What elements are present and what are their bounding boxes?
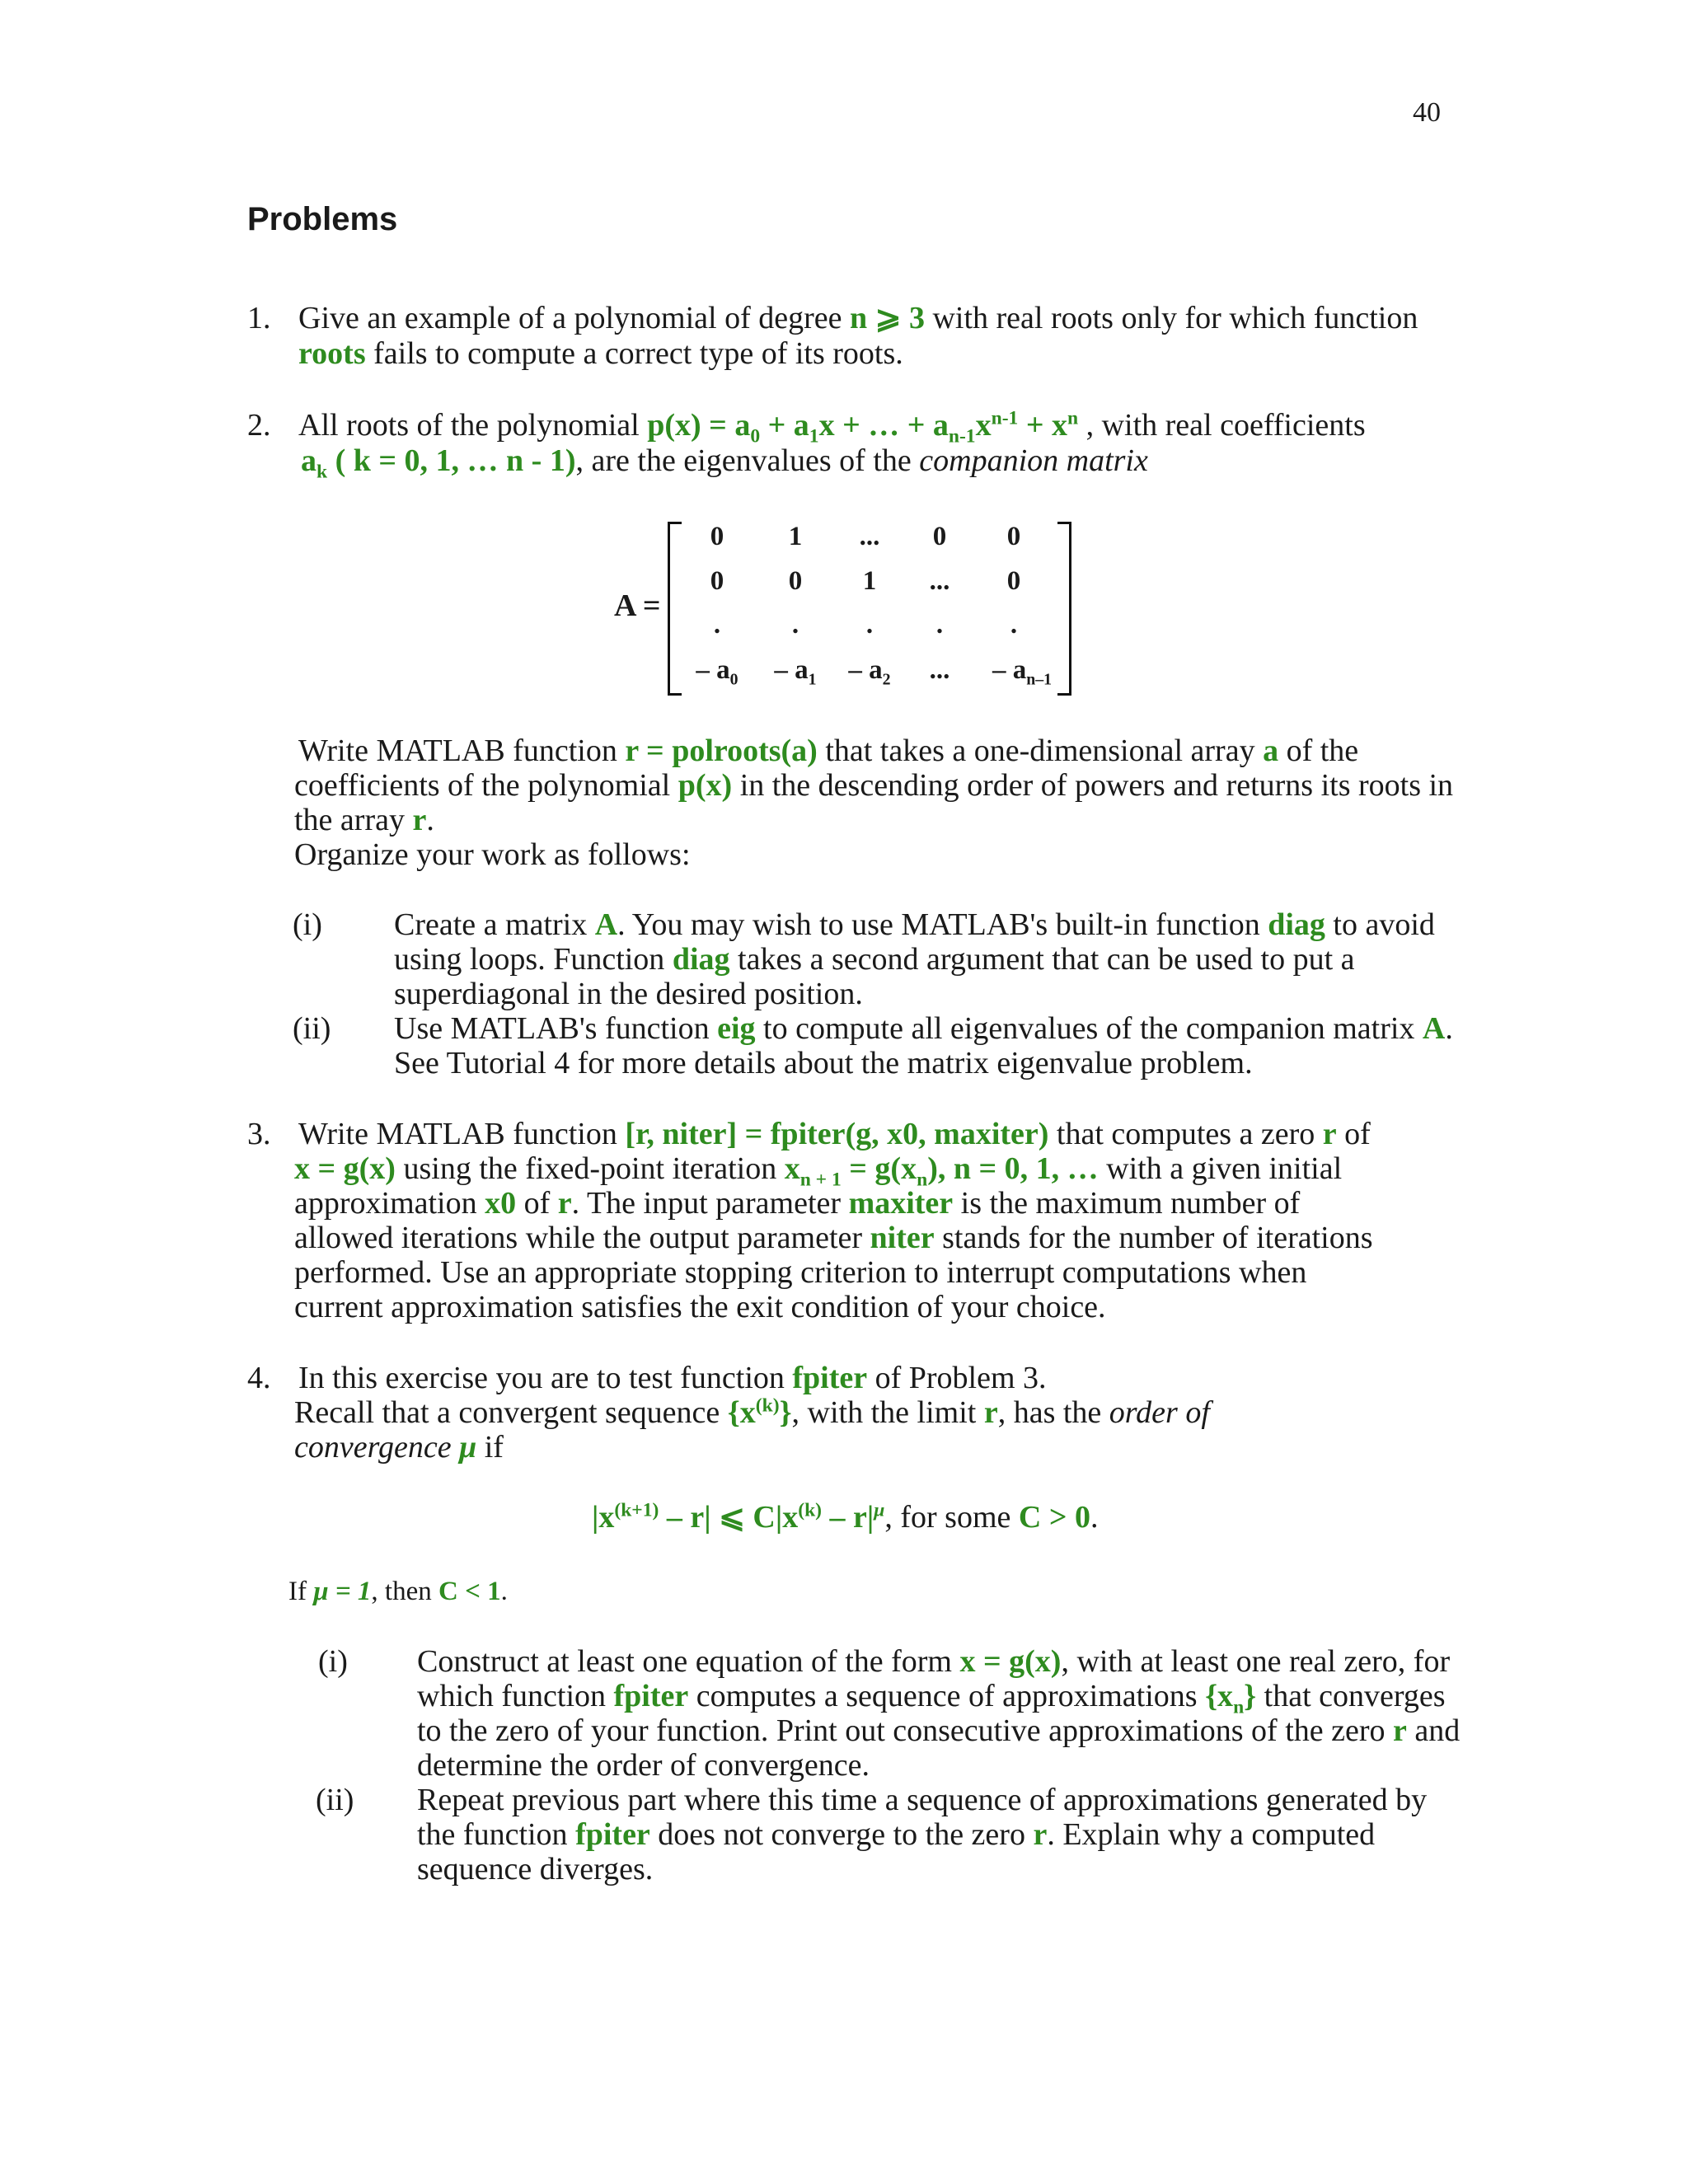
matrix-cell: 1 [862, 566, 877, 596]
problem-4-item-ii-line-3: sequence diverges. [417, 1852, 654, 1886]
problem-4-item-ii-line-1: Repeat previous part where this time a sequence of approximations generated by [417, 1783, 1428, 1817]
problem-2-item-ii-line-2: See Tutorial 4 for more details about the matrix eigenvalue problem. [394, 1046, 1253, 1080]
problem-2-line-1: All roots of the polynomial $p(x) = a_0 + a_1x$ + … + $a_{n-1}x^{n-1} + x^n$ , with real coefficients [298, 407, 1366, 448]
matrix-cell: ... [859, 522, 880, 551]
problem-2-item-i-line-1: Create a matrix A. You may wish to use MATLAB's built-in function diag to avoid [394, 907, 1435, 942]
problem-2-write-line-2: coefficients of the polynomial p(x) in the descending order of powers and returns its roots in [294, 768, 1454, 803]
matrix-cell: 0 [1006, 566, 1021, 596]
matrix-cell: . [713, 610, 721, 640]
problem-4-item-i-line-3: to the zero of your function. Print out consecutive approximations of the zero r and [417, 1713, 1461, 1748]
problem-3-line-2: x = g(x) using the fixed-point iteration $x_{n + 1} = g(x_n)$, n = 0, 1, … with a given initial [294, 1151, 1343, 1191]
problem-2-write-line-1: Write MATLAB function r = polroots(a) that takes a one-dimensional array a of the [298, 733, 1359, 768]
problem-3-line-6: current approximation satisfies the exit condition of your choice. [294, 1290, 1106, 1324]
matrix-cell: 0 [788, 566, 803, 596]
problem-3-number: 3. [247, 1117, 271, 1151]
problem-3-line-4: allowed iterations while the output parameter niter stands for the number of iterations [294, 1221, 1373, 1255]
convergence-equation: $|x^{(k+1)} - r|$ ⩽ $C|x^{(k)} - r|^\mu$, for some C > 0. [592, 1499, 1099, 1535]
matrix-cell: – $a_0$ [696, 655, 738, 689]
matrix-cell: 0 [932, 522, 947, 551]
matrix-cell: – $a_2$ [848, 655, 891, 689]
problem-4-if-line: If μ = 1, then C < 1. [288, 1577, 508, 1606]
problem-1-line-1: Give an example of a polynomial of degree n ⩾ 3 with real roots only for which function [298, 301, 1418, 335]
matrix-cell: 0 [710, 522, 724, 551]
problem-2-item-i-label: (i) [293, 907, 322, 942]
problem-3-line-5: performed. Use an appropriate stopping criterion to interrupt computations when [294, 1255, 1307, 1290]
problem-2-item-i-line-2: using loops. Function diag takes a second argument that can be used to put a [394, 942, 1355, 977]
matrix-label: A = [614, 588, 661, 623]
matrix-cell: . [935, 610, 944, 640]
problem-2-write-line-4: Organize your work as follows: [294, 837, 691, 872]
problem-1-line-2: roots fails to compute a correct type of its roots. [298, 336, 903, 371]
matrix-cell: 0 [1006, 522, 1021, 551]
problem-4-line-2: Recall that a convergent sequence $\{x^{(k)}\}$, with the limit r, has the order of [294, 1394, 1210, 1430]
problem-2-number: 2. [247, 408, 271, 443]
matrix-cell: – $a_1$ [774, 655, 817, 689]
problem-3-line-1: Write MATLAB function [r, niter] = fpiter(g, x0, maxiter) that computes a zero r of [298, 1117, 1371, 1151]
problem-2-item-i-line-3: superdiagonal in the desired position. [394, 977, 863, 1011]
problem-2-line-2: $a_k$ ( k = 0, 1, … n - 1), are the eigenvalues of the companion matrix [301, 443, 1148, 483]
matrix-cell: – $a_{n-1}$ [992, 655, 1053, 689]
companion-matrix [668, 515, 1071, 698]
problem-2-item-ii-line-1: Use MATLAB's function eig to compute all eigenvalues of the companion matrix A. [394, 1011, 1453, 1046]
problem-2-write-line-3: the array r. [294, 803, 434, 837]
problem-3-line-3: approximation x0 of r. The input parameter maxiter is the maximum number of [294, 1186, 1301, 1221]
matrix-cell: . [791, 610, 799, 640]
page-heading: Problems [247, 201, 398, 237]
problem-4-item-i-line-2: which function fpiter computes a sequence of approximations $\{x_n\}$ that converges [417, 1679, 1446, 1718]
problem-4-line-1: In this exercise you are to test function fpiter of Problem 3. [298, 1361, 1047, 1395]
problem-4-item-ii-label: (ii) [316, 1783, 354, 1817]
problem-4-item-ii-line-2: the function fpiter does not converge to the zero r. Explain why a computed [417, 1817, 1376, 1852]
matrix-cell: ... [929, 655, 950, 685]
problem-2-item-ii-label: (ii) [293, 1011, 331, 1046]
problem-4-item-i-line-4: determine the order of convergence. [417, 1748, 870, 1783]
problem-4-item-i-line-1: Construct at least one equation of the form x = g(x), with at least one real zero, for [417, 1644, 1451, 1679]
matrix-cell: . [1010, 610, 1018, 640]
problem-4-line-3: convergence μ if [294, 1430, 504, 1465]
problem-4-number: 4. [247, 1361, 271, 1395]
matrix-cell: 1 [788, 522, 803, 551]
matrix-cell: 0 [710, 566, 724, 596]
matrix-cell: . [865, 610, 874, 640]
problem-1-number: 1. [247, 301, 271, 335]
page-number: 40 [1413, 97, 1441, 128]
problem-4-item-i-label: (i) [318, 1644, 348, 1679]
matrix-cell: ... [929, 566, 950, 596]
